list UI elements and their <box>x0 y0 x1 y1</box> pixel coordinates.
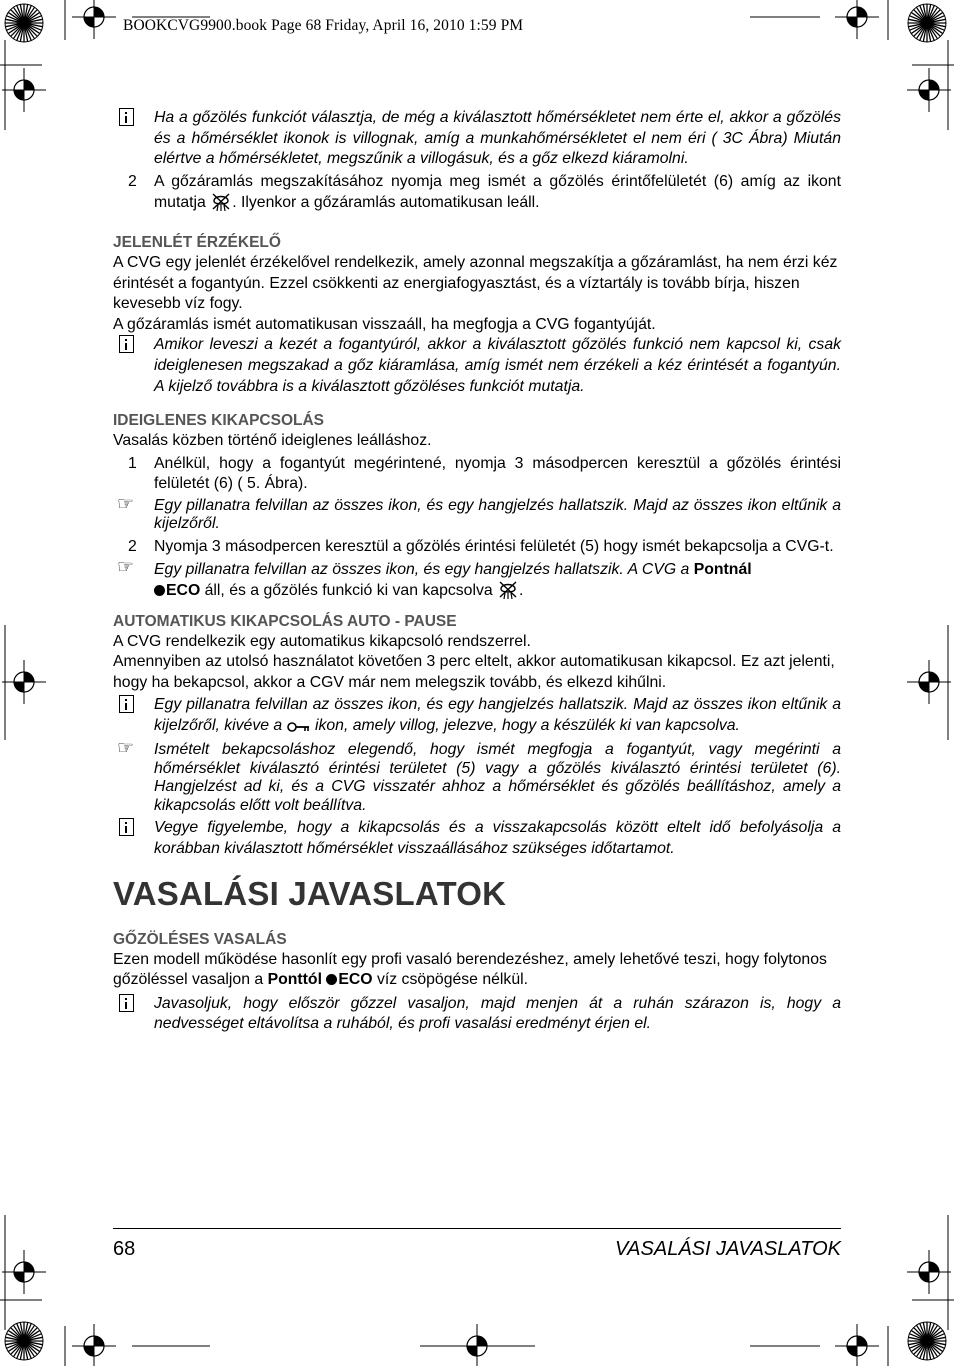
eco-dot-icon <box>326 974 337 985</box>
step-text: Nyomja 3 másodpercen keresztül a gőzölés érintési felületét (5) hogy ismét bekapcsolja a CVG-t. <box>154 537 834 555</box>
info-note <box>113 695 841 739</box>
paragraph-part: víz csöpögése nélkül. <box>372 971 529 989</box>
note-text <box>154 560 841 606</box>
paragraph: A CVG rendelkezik egy automatikus kikapcsoló rendszerrel. <box>113 632 531 650</box>
note-text <box>154 695 841 739</box>
step-text-part: A gőzáramlás megszakításához nyomja meg ismét a gőzölés érintőfelületét (6) amíg az ikont mutatja <box>154 172 841 212</box>
hand-note <box>113 493 841 533</box>
step-item <box>113 172 841 219</box>
section-title: GŐZÖLÉSES VASALÁS <box>113 930 287 948</box>
info-icon <box>119 335 134 358</box>
note-text-part: Egy pillanatra felvillan az összes ikon, és egy hangjelzés hallatszik. A CVG a <box>154 560 694 578</box>
eco-label: ECO <box>166 581 201 599</box>
note-text: Egy pillanatra felvillan az összes ikon, és egy hangjelzés hallatszik. Majd az összes ikon eltűnik a kijelzőről. <box>154 496 841 532</box>
note-text-part: áll, és a gőzölés funkció ki van kapcsolva <box>200 581 498 599</box>
bold-term: Ponttól <box>267 971 322 989</box>
note-text: Ismételt bekapcsoláshoz elegendő, hogy ismét megfogja a fogantyút, vagy megérinti a hőmérséklet kiválasztó érintési területet (5) vagy a gőzölés kiválasztó érintési területet (6). Hangjelzést ad ki, és a CVG visszatér ahhoz a hőmérséklet és gőzölés beállításhoz, amely a kikapcsolás előtt volt beállítva. <box>154 741 841 814</box>
section-title: JELENLÉT ÉRZÉKELŐ <box>113 233 281 251</box>
step-text-part: . Ilyenkor a gőzáramlás automatikusan leáll. <box>232 194 540 212</box>
step-text <box>154 172 841 219</box>
steam-off-icon <box>210 192 232 219</box>
info-icon <box>119 108 134 131</box>
paragraph: A gőzáramlás ismét automatikusan visszaáll, ha megfogja a CVG fogantyúját. <box>113 315 656 333</box>
eco-dot-icon <box>154 585 165 596</box>
step-number: 1 <box>128 454 137 472</box>
page-content <box>113 108 841 1035</box>
eco-indicator <box>154 582 200 599</box>
info-note <box>113 994 841 1035</box>
paragraph <box>113 950 841 991</box>
pointing-hand-icon: ☞ <box>117 556 135 578</box>
pointing-hand-icon: ☞ <box>117 493 135 515</box>
info-note <box>113 108 841 170</box>
note-text-part: Egy pillanatra felvillan az összes ikon, és egy hangjelzés hallatszik. Majd az összes ikon eltűnik a kijelzőről, kivéve a <box>154 696 841 734</box>
note-text-part: ikon, amely villog, jelezve, hogy a készülék ki van kapcsolva. <box>310 716 740 734</box>
info-icon <box>119 695 134 718</box>
steam-off-icon <box>497 580 519 606</box>
note-text: Vegye figyelembe, hogy a kikapcsolás és a visszakapcsolás között eltelt idő befolyásolja a korábban kiválasztott hőmérséklet visszaállásához szükséges időtartamot. <box>154 819 841 858</box>
eco-label: ECO <box>338 971 373 989</box>
eco-indicator <box>326 971 372 988</box>
paragraph: Vasalás közben történő ideiglenes leálláshoz. <box>113 432 432 450</box>
note-text: Amikor leveszi a kezét a fogantyúról, akkor a kiválasztott gőzölés funkció nem kapcsol ki, csak ideiglenesen megszakad a gőz kiáramlása, amíg ismét nem érzékeli a kéz érintését a fogantyún. A kijelző továbbra is a kiválasztott gőzöléses funkciót mutatja. <box>154 336 841 395</box>
running-title: VASALÁSI JAVASLATOK <box>614 1238 841 1260</box>
paragraph-part: Ezen modell működése hasonlít egy profi vasaló berendezéshez, amely lehetővé teszi, hogy folytonos gőzöléssel vasaljon a <box>113 950 827 989</box>
paragraph: A CVG egy jelenlét érzékelővel rendelkezik, amely azonnal megszakítja a gőzáramlást, ha nem érzi kéz érintését a fogantyún. Ezzel csökkenti az energiafogyasztást, és a víztartály is tovább bírja, hiszen kevesebb víz fogy. <box>113 253 838 313</box>
section-title: IDEIGLENES KIKAPCSOLÁS <box>113 412 324 430</box>
print-header-line: BOOKCVG9900.book Page 68 Friday, April 16, 2010 1:59 PM <box>123 17 524 34</box>
note-text: Javasoljuk, hogy először gőzzel vasaljon, majd menjen át a ruhán szárazon is, hogy a nedvességet eltávolítsa a ruhából, és profi vasalási eredményt érjen el. <box>154 994 841 1033</box>
bold-term: Pontnál <box>693 560 752 578</box>
info-icon <box>119 994 134 1017</box>
step-text: Anélkül, hogy a fogantyút megérintené, nyomja 3 másodpercen keresztül a gőzölés érintési felületét (6) ( 5. Ábra). <box>154 454 841 493</box>
note-text: Ha a gőzölés funkciót választja, de még a kiválasztott hőmérsékletet nem érte el, akkor a gőzölés és a hőmérséklet ikonok is villognak, amíg a munkahőmérsékletet el nem éri ( 3C Ábra) Miután elértve a hőmérsékletet, megszűnik a villogásuk, és a gőz elkezd kiáramolni. <box>154 109 841 168</box>
paragraph: Amennyiben az utolsó használatot követően 3 perc eltelt, akkor automatikusan kikapcsol. Ez azt jelenti, hogy ha bekapcsol, akkor a CGV már nem melegszik tovább, és elkezd kihűlni. <box>113 653 835 691</box>
step-item <box>113 537 841 558</box>
info-note <box>113 335 841 397</box>
note-text-part: . <box>519 581 524 599</box>
step-number: 2 <box>128 537 137 555</box>
hand-note <box>113 738 841 815</box>
info-note <box>113 818 841 859</box>
info-icon <box>119 818 134 841</box>
footer-rule <box>113 1228 841 1229</box>
hand-note <box>113 556 841 606</box>
section-title: AUTOMATIKUS KIKAPCSOLÁS AUTO - PAUSE <box>113 612 457 630</box>
pointing-hand-icon: ☞ <box>117 738 135 760</box>
chapter-title: VASALÁSI JAVASLATOK <box>113 874 507 912</box>
key-icon <box>287 719 311 740</box>
step-number: 2 <box>128 172 137 190</box>
page-number: 68 <box>113 1238 136 1260</box>
step-item <box>113 454 841 495</box>
